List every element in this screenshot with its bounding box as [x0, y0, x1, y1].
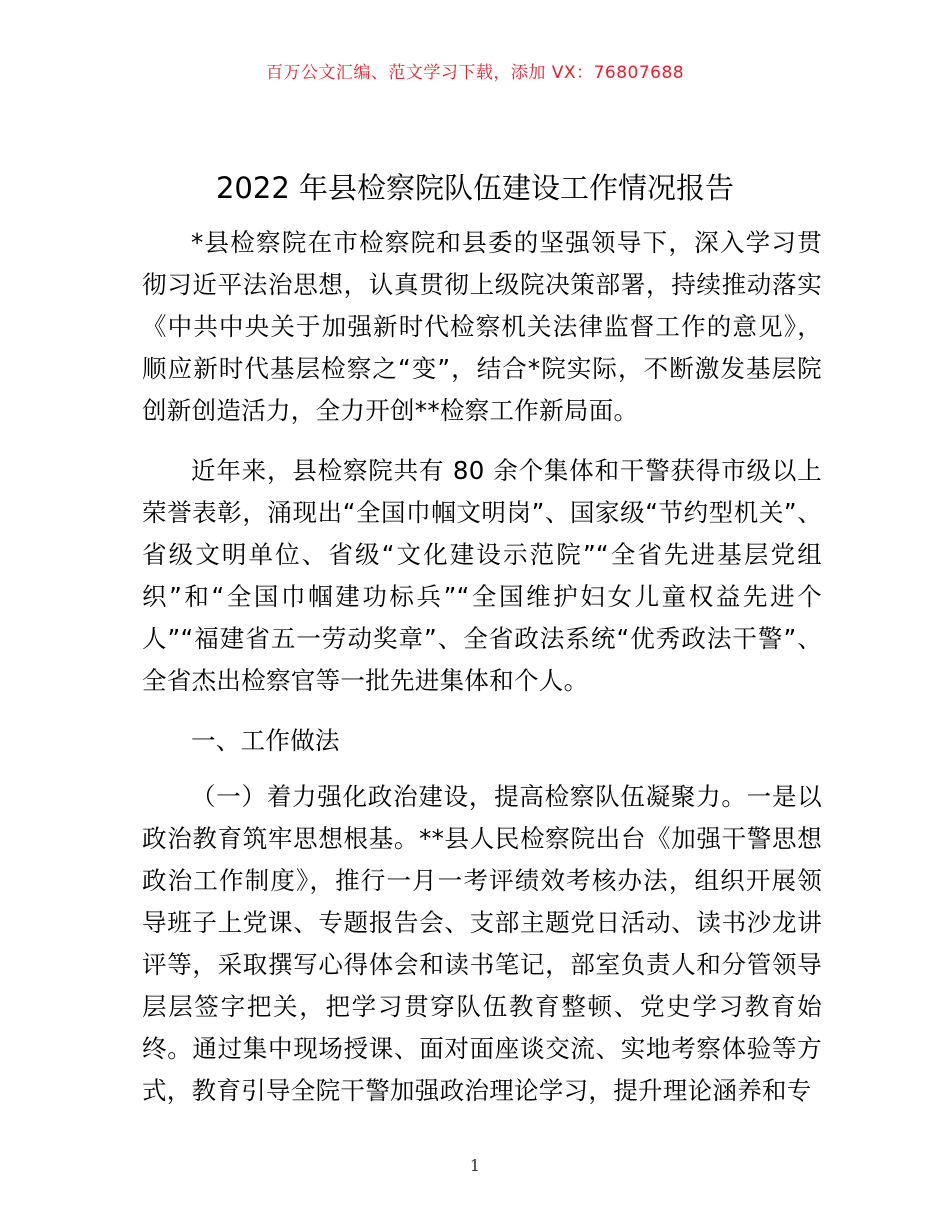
section-heading: 一、工作做法 [191, 726, 340, 755]
paragraph-intro: *县检察院在市检察院和县委的坚强领导下，深入学习贯彻习近平法治思想，认真贯彻上级院决策部署，持续推动落实《中共中央关于加强新时代检察机关法律监督工作的意见》，顺应新时代基层检察之“变”，结合*院实际，不断激发基层院创新创造活力，全力开创**检察工作新局面。 [142, 228, 822, 425]
page-number: 1 [469, 1156, 481, 1175]
paragraph-honors: 近年来，县检察院共有 80 余个集体和干警获得市级以上荣誉表彰，涌现出“全国巾帼文明岗”、国家级“节约型机关”、省级文明单位、省级“文化建设示范院”“全省先进基层党组织”和“全国巾帼建功标兵”“全国维护妇女儿童权益先进个人”“福建省五一劳动奖章”、全省政法系统“优秀政法干警”、全省杰出检察官等一批先进集体和个人。 [142, 456, 822, 695]
document-body [142, 222, 822, 1130]
paragraph-political-building: （一）着力强化政治建设，提高检察队伍凝聚力。一是以政治教育筑牢思想根基。**县人民检察院出台《加强干警思想政治工作制度》，推行一月一考评绩效考核办法，组织开展领导班子上党课、专题报告会、支部主题党日活动、读书沙龙讲评等，采取撰写心得体会和读书笔记，部室负责人和分管领导层层签字把关，把学习贯穿队伍教育整顿、党史学习教育始终。通过集中现场授课、面对面座谈交流、实地考察体验等方式，教育引导全院干警加强政治理论学习，提升理论涵养和专 [142, 782, 822, 1105]
document-title: 2022 年县检察院队伍建设工作情况报告 [215, 171, 735, 205]
watermark-banner: 百万公文汇编、范文学习下载，添加 VX：76807688 [265, 63, 685, 83]
